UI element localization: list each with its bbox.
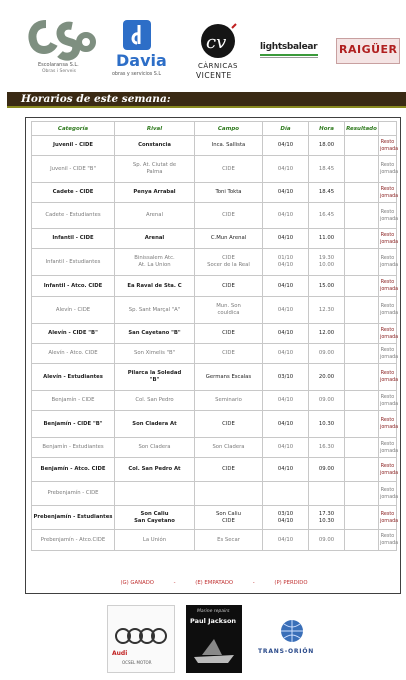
row-result-value [345, 136, 379, 156]
row-time: 12.30 [309, 297, 345, 324]
header-day: Día [263, 122, 309, 136]
row-result-value [345, 482, 379, 506]
escolaransa-logo[interactable] [28, 18, 98, 78]
trans-orion-name: TRANS-ORIÓN [258, 648, 315, 655]
davia-d-icon [123, 20, 151, 50]
row-result-value [345, 249, 379, 276]
row-day: 04/10 [263, 156, 309, 183]
row-field: Mun. Son couldica [195, 297, 263, 324]
carnicas-line1: CÀRNICAS [198, 62, 238, 70]
row-rival: Col. San Pedro At [115, 458, 195, 482]
carnicas-vicente-logo[interactable] [192, 22, 246, 82]
header-rival: Rival [115, 122, 195, 136]
lightsbalear-underline [260, 54, 318, 56]
table-row [32, 506, 397, 530]
raiguer-name: RAIGÜER [339, 43, 398, 56]
row-day: 04/10 [263, 344, 309, 364]
row-category: Infantil - CIDE [32, 229, 115, 249]
table-row [32, 203, 397, 229]
row-rival: Binissalem Atc. At. La Union [115, 249, 195, 276]
table-row [32, 458, 397, 482]
table-header-row [32, 122, 397, 136]
row-field: CIDE [195, 411, 263, 438]
row-field: CIDE [195, 276, 263, 297]
resto-jornada-link[interactable]: Resto jornada [379, 324, 397, 344]
resto-jornada-link[interactable]: Resto jornada [379, 506, 397, 530]
row-day: 04/10 [263, 530, 309, 551]
escolaransa-emblem-icon [28, 18, 98, 64]
row-rival: Arenal [115, 203, 195, 229]
table-row [32, 411, 397, 438]
row-rival [115, 482, 195, 506]
table-row [32, 438, 397, 458]
row-category: Juvenil - CIDE "B" [32, 156, 115, 183]
sponsors-top [0, 0, 406, 90]
row-category: Alevín - Atco. CIDE [32, 344, 115, 364]
row-day: 04/10 [263, 203, 309, 229]
row-field: Son Caliu CIDE [195, 506, 263, 530]
row-category: Infantil - Estudiantes [32, 249, 115, 276]
row-time [309, 482, 345, 506]
carnicas-line2: VICENTE [196, 71, 232, 80]
schedule-table [31, 121, 397, 551]
row-time: 18.00 [309, 136, 345, 156]
row-day: 04/10 [263, 229, 309, 249]
row-result-value [345, 183, 379, 203]
row-time: 11.00 [309, 229, 345, 249]
row-time: 09.00 [309, 530, 345, 551]
resto-jornada-link[interactable]: Resto jornada [379, 136, 397, 156]
davia-logo[interactable] [112, 20, 172, 82]
row-rival: Ea Raval de Sta. C [115, 276, 195, 297]
row-result-value [345, 391, 379, 411]
lightsbalear-underline-dots [260, 57, 318, 58]
row-rival: Son Ximelis "B" [115, 344, 195, 364]
table-row [32, 156, 397, 183]
row-result-value [345, 203, 379, 229]
row-time: 18.45 [309, 156, 345, 183]
row-result-value [345, 276, 379, 297]
row-time: 09.00 [309, 344, 345, 364]
header-field: Campo [195, 122, 263, 136]
resto-jornada-link[interactable]: Resto jornada [379, 183, 397, 203]
legend-draw: (E) EMPATADO [195, 580, 234, 586]
table-row [32, 229, 397, 249]
row-category: Cadete - CIDE [32, 183, 115, 203]
paul-jackson-tagline: Marine repairs [197, 609, 230, 614]
row-category: Benjamín - Atco. CIDE [32, 458, 115, 482]
row-day: 03/10 [263, 364, 309, 391]
row-field: Es Secar [195, 530, 263, 551]
row-result-value [345, 458, 379, 482]
row-category: Prebenjamín - CIDE [32, 482, 115, 506]
row-day: 04/10 [263, 411, 309, 438]
row-category: Alevín - CIDE [32, 297, 115, 324]
row-category: Prebenjamín - Estudiantes [32, 506, 115, 530]
header-extra [379, 122, 397, 136]
row-result-value [345, 297, 379, 324]
row-rival: Son Cladera [115, 438, 195, 458]
row-rival: San Cayetano "B" [115, 324, 195, 344]
row-rival: La Unión [115, 530, 195, 551]
audi-subtitle: OCSEL MOTOR [122, 660, 152, 665]
row-result-value [345, 530, 379, 551]
table-row [32, 482, 397, 506]
audi-rings-icon [113, 626, 169, 646]
trans-orion-logo[interactable] [254, 618, 334, 662]
row-result-value [345, 344, 379, 364]
resto-jornada-link[interactable]: Resto jornada [379, 276, 397, 297]
row-rival: Son Caliu San Cayetano [115, 506, 195, 530]
row-result-value [345, 411, 379, 438]
row-field: Son Cladera [195, 438, 263, 458]
section-title: Horarios de este semana: [21, 93, 171, 105]
row-result-value [345, 229, 379, 249]
row-time: 09.00 [309, 458, 345, 482]
row-category: Juvenil - CIDE [32, 136, 115, 156]
resto-jornada-link[interactable]: Resto jornada [379, 203, 397, 229]
row-field [195, 482, 263, 506]
row-result-value [345, 364, 379, 391]
row-category: Alevín - Estudiantes [32, 364, 115, 391]
row-time: 09.00 [309, 391, 345, 411]
paul-jackson-logo[interactable] [186, 605, 242, 673]
table-row [32, 530, 397, 551]
sponsors-bottom [0, 600, 406, 680]
lightsbalear-name: lightsbalear [260, 42, 318, 52]
row-day: 04/10 [263, 391, 309, 411]
row-time: 12.00 [309, 324, 345, 344]
row-rival: Constancia [115, 136, 195, 156]
table-row [32, 391, 397, 411]
schedule-body [32, 136, 397, 551]
row-day [263, 482, 309, 506]
row-field: CIDE [195, 458, 263, 482]
audi-name: Audi [112, 650, 128, 657]
row-time: 18.45 [309, 183, 345, 203]
table-row [32, 324, 397, 344]
legend-won: (G) GANADO [120, 580, 154, 586]
resto-jornada-link[interactable]: Resto jornada [379, 364, 397, 391]
header-category: Categoría [32, 122, 115, 136]
table-row [32, 276, 397, 297]
paul-jackson-boat-icon [192, 629, 236, 669]
table-row [32, 344, 397, 364]
resto-jornada-link[interactable]: Resto jornada [379, 391, 397, 411]
row-field: CIDE [195, 203, 263, 229]
row-day: 04/10 [263, 438, 309, 458]
resto-jornada-link[interactable]: Resto jornada [379, 229, 397, 249]
row-field: CIDE [195, 156, 263, 183]
svg-text:cv: cv [206, 32, 227, 53]
trans-orion-globe-icon [276, 618, 308, 644]
row-category: Cadete - Estudiantes [32, 203, 115, 229]
row-day: 04/10 [263, 136, 309, 156]
paul-jackson-name: Paul Jackson [190, 617, 237, 625]
row-result-value [345, 506, 379, 530]
row-category: Benjamín - CIDE [32, 391, 115, 411]
audi-logo[interactable] [107, 605, 175, 673]
resto-jornada-link[interactable]: Resto jornada [379, 156, 397, 183]
row-day: 04/10 [263, 324, 309, 344]
legend-lost: (P) PERDIDO [274, 580, 308, 586]
lightsbalear-logo[interactable] [260, 42, 320, 62]
row-time: 20.00 [309, 364, 345, 391]
row-time: 17.30 10.30 [309, 506, 345, 530]
resto-jornada-link[interactable]: Resto jornada [379, 344, 397, 364]
header-result: Resultado [345, 122, 379, 136]
row-time: 10.30 [309, 411, 345, 438]
resto-jornada-link[interactable]: Resto jornada [379, 249, 397, 276]
resto-jornada-link[interactable]: Resto jornada [379, 297, 397, 324]
row-time: 16.30 [309, 438, 345, 458]
row-category: Prebenjamín - Atco.CIDE [32, 530, 115, 551]
row-field: Toni Tokta [195, 183, 263, 203]
table-row [32, 364, 397, 391]
row-rival: Col. San Pedro [115, 391, 195, 411]
row-rival: Son Cladera At [115, 411, 195, 438]
row-rival: Sp. Sant Marçal "A" [115, 297, 195, 324]
schedule-panel [25, 117, 401, 594]
row-day: 04/10 [263, 458, 309, 482]
resto-jornada-link[interactable]: Resto jornada [379, 411, 397, 438]
row-result-value [345, 324, 379, 344]
row-category: Benjamín - Estudiantes [32, 438, 115, 458]
row-day: 03/10 04/10 [263, 506, 309, 530]
resto-jornada-link[interactable]: Resto jornada [379, 482, 397, 506]
row-day: 04/10 [263, 297, 309, 324]
row-category: Benjamín - CIDE "B" [32, 411, 115, 438]
row-time: 15.00 [309, 276, 345, 297]
row-field: CIDE Socer de la Real [195, 249, 263, 276]
table-row [32, 183, 397, 203]
section-title-bar [7, 92, 406, 108]
row-result-value [345, 156, 379, 183]
row-rival: Penya Arrabal [115, 183, 195, 203]
row-field: C.Mun Arenal [195, 229, 263, 249]
row-result-value [345, 438, 379, 458]
resto-jornada-link[interactable]: Resto jornada [379, 530, 397, 551]
resto-jornada-link[interactable]: Resto jornada [379, 438, 397, 458]
row-rival: Sp. At. Ciutat de Palma [115, 156, 195, 183]
resto-jornada-link[interactable]: Resto jornada [379, 458, 397, 482]
row-time: 19.30 10.00 [309, 249, 345, 276]
escolaransa-line2: Obras i Serveis [42, 69, 76, 74]
table-row [32, 249, 397, 276]
row-category: Alevín - CIDE "B" [32, 324, 115, 344]
escolaransa-line1: Escolaransa S.L. [38, 62, 79, 68]
table-row [32, 297, 397, 324]
row-field: Seminario [195, 391, 263, 411]
row-day: 04/10 [263, 183, 309, 203]
legend-separator: - [173, 580, 176, 586]
row-field: CIDE [195, 344, 263, 364]
table-row [32, 136, 397, 156]
davia-name: Davia [116, 51, 167, 70]
row-rival: Arenal [115, 229, 195, 249]
row-field: Germans Escalas [195, 364, 263, 391]
raiguer-logo[interactable] [336, 38, 398, 64]
row-category: Infantil - Atco. CIDE [32, 276, 115, 297]
result-legend [26, 580, 402, 592]
legend-separator: - [252, 580, 255, 586]
row-day: 01/10 04/10 [263, 249, 309, 276]
row-field: CIDE [195, 324, 263, 344]
row-day: 04/10 [263, 276, 309, 297]
row-field: Inca. Sallista [195, 136, 263, 156]
row-time: 16.45 [309, 203, 345, 229]
carnicas-emblem-icon [198, 22, 238, 60]
row-rival: Pilarca la Soledad "B" [115, 364, 195, 391]
header-time: Hora [309, 122, 345, 136]
davia-subtitle: obras y servicios S.L [112, 72, 162, 77]
